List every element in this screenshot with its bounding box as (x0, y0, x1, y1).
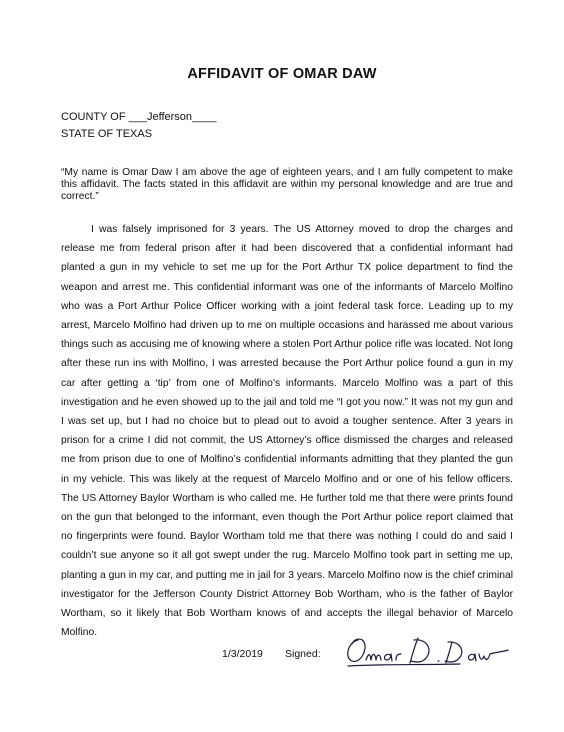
document-title: AFFIDAVIT OF OMAR DAW (187, 66, 377, 82)
county-line: COUNTY OF ___Jefferson____ (61, 111, 217, 123)
competency-statement: “My name is Omar Daw I am above the age of eighteen years, and I am fully competent to make this affidavit. The facts stated in this affidavit are within my personal knowledge and are true and correct.” (61, 167, 513, 203)
signed-label: Signed: (285, 648, 321, 660)
signature-date: 1/3/2019 (222, 648, 263, 660)
affidavit-body: I was falsely imprisoned for 3 years. The US Attorney moved to drop the charges and release me from federal prison after it had been discovered that a confidential informant had planted a gun in my vehicle to set me up for the Port Arthur TX police department to find the weapon and arrest me. This confidential informant was one of the informants of Marcelo Molfino who was a Port Arthur Police Officer working with a joint federal task force. Leading up to my arrest, Marcelo Molfino had driven up to me on multiple occasions and harassed me about various things such as accusing me of knowing where a stolen Port Arthur police rifle was located. Not long after these run ins with Molfino, I was arrested because the Port Arthur police found a gun in my car after getting a ‘tip’ from one of Molfino’s informants. Marcelo Molfino was a part of this investigation and he even showed up to the jail and told me “I got you now.” It was not my gun and I was set up, but I had no choice but to plead out to avoid a tougher sentence. After 3 years in prison for a crime I did not commit, the US Attorney’s office dismissed the charges and released me from prison due to one of Molfino’s confidential informants admitting that they planted the gun in my vehicle. This was likely at the request of Marcelo Molfino and or one of his fellow officers. The US Attorney Baylor Wortham is who called me. He further told me that there were prints found on the gun that belonged to the informant, even though the Port Arthur police report claimed that no fingerprints were found. Baylor Wortham told me that there was nothing I could do and said I couldn’t sue anyone so it all got swept under the rug. Marcelo Molfino took part in setting me up, planting a gun in my car, and putting me in jail for 3 years. Marcelo Molfino now is the chief criminal investigator for the Jefferson County District Attorney Bob Wortham, who is the father of Baylor Wortham, so it likely that Bob Wortham knows of and accepts the illegal behavior of Marcelo Molfino. (61, 224, 513, 639)
handwritten-signature (340, 630, 515, 672)
state-line: STATE OF TEXAS (61, 128, 153, 140)
